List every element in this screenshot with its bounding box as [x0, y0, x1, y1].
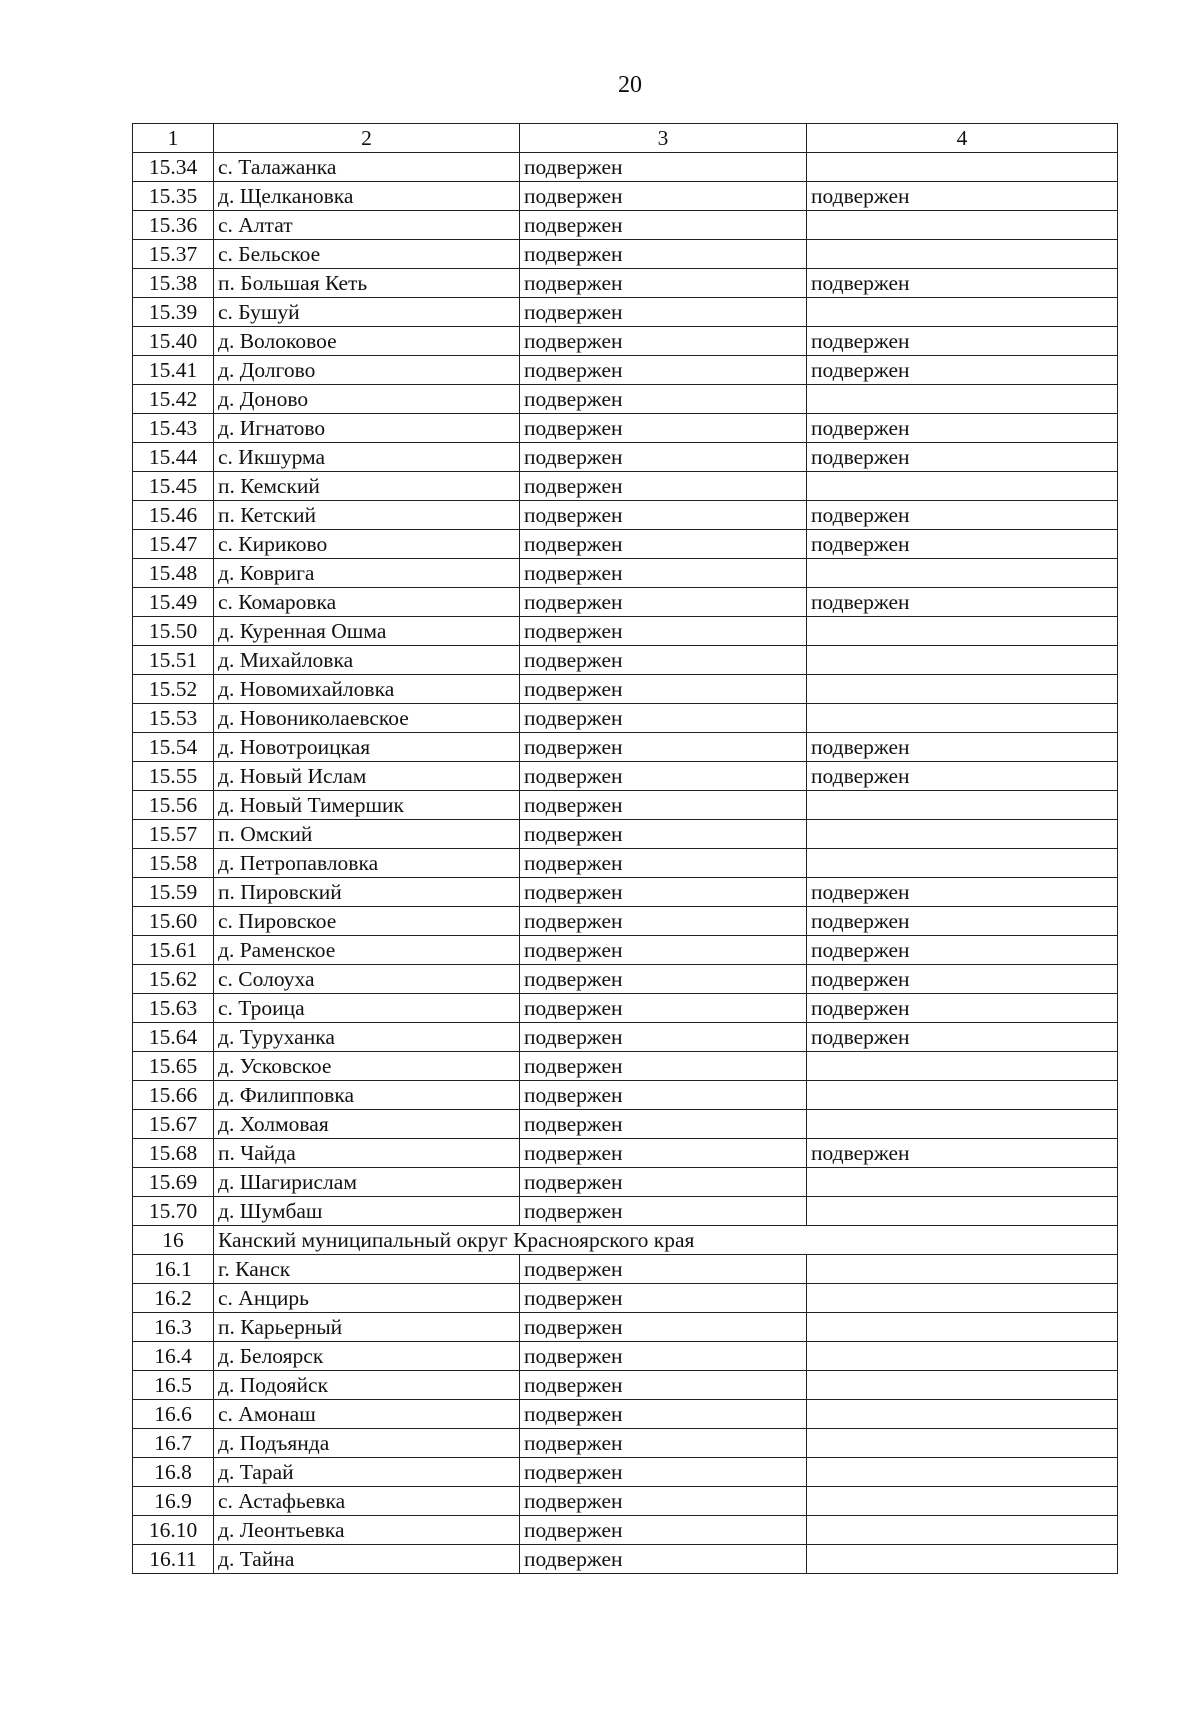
column-3-value: подвержен: [520, 704, 807, 733]
column-4-value: подвержен: [807, 762, 1118, 791]
table-row: [133, 588, 1118, 617]
row-number: 15.51: [133, 646, 214, 675]
table-row: [133, 936, 1118, 965]
settlement-name: с. Бушуй: [214, 298, 520, 327]
column-4-value: подвержен: [807, 907, 1118, 936]
settlement-name: с. Астафьевка: [214, 1487, 520, 1516]
row-number: 15.67: [133, 1110, 214, 1139]
page-number: 20: [618, 72, 642, 98]
column-3-value: подвержен: [520, 878, 807, 907]
column-4-value: подвержен: [807, 733, 1118, 762]
row-number: 15.37: [133, 240, 214, 269]
column-3-value: подвержен: [520, 1545, 807, 1574]
settlement-name: д. Туруханка: [214, 1023, 520, 1052]
column-3-value: подвержен: [520, 646, 807, 675]
column-3-value: подвержен: [520, 443, 807, 472]
settlement-name: п. Кемский: [214, 472, 520, 501]
settlement-name: с. Кириково: [214, 530, 520, 559]
column-4-value: [807, 1284, 1118, 1313]
table-row: [133, 1342, 1118, 1371]
column-4-value: [807, 1458, 1118, 1487]
table-row: [133, 385, 1118, 414]
column-4-value: подвержен: [807, 1023, 1118, 1052]
row-number: 16.5: [133, 1371, 214, 1400]
column-3-value: подвержен: [520, 269, 807, 298]
settlement-name: п. Пировский: [214, 878, 520, 907]
settlement-name: д. Новотроицкая: [214, 733, 520, 762]
table-row: [133, 153, 1118, 182]
row-number: 15.63: [133, 994, 214, 1023]
row-number: 15.43: [133, 414, 214, 443]
table-row: [133, 675, 1118, 704]
header-col-4: 4: [807, 124, 1118, 153]
column-3-value: подвержен: [520, 849, 807, 878]
table-row: [133, 1458, 1118, 1487]
settlement-name: д. Щелкановка: [214, 182, 520, 211]
settlement-name: г. Канск: [214, 1255, 520, 1284]
settlement-name: д. Леонтьевка: [214, 1516, 520, 1545]
column-4-value: [807, 1110, 1118, 1139]
column-4-value: подвержен: [807, 936, 1118, 965]
row-number: 15.58: [133, 849, 214, 878]
row-number: 16.11: [133, 1545, 214, 1574]
settlement-name: с. Амонаш: [214, 1400, 520, 1429]
settlement-name: д. Белоярск: [214, 1342, 520, 1371]
table-row: [133, 646, 1118, 675]
row-number: 16.4: [133, 1342, 214, 1371]
row-number: 15.46: [133, 501, 214, 530]
column-4-value: подвержен: [807, 443, 1118, 472]
table-row: [133, 762, 1118, 791]
settlement-name: п. Большая Кеть: [214, 269, 520, 298]
column-3-value: подвержен: [520, 414, 807, 443]
column-4-value: [807, 298, 1118, 327]
table-row: [133, 211, 1118, 240]
column-4-value: подвержен: [807, 878, 1118, 907]
header-col-1: 1: [133, 124, 214, 153]
column-4-value: подвержен: [807, 327, 1118, 356]
header-col-3: 3: [520, 124, 807, 153]
column-3-value: подвержен: [520, 733, 807, 762]
column-4-value: [807, 153, 1118, 182]
row-number: 16.6: [133, 1400, 214, 1429]
row-number: 15.47: [133, 530, 214, 559]
row-number: 16.9: [133, 1487, 214, 1516]
settlement-name: п. Чайда: [214, 1139, 520, 1168]
table-row: [133, 1313, 1118, 1342]
settlement-name: д. Шумбаш: [214, 1197, 520, 1226]
settlement-name: с. Алтат: [214, 211, 520, 240]
row-number: 15.38: [133, 269, 214, 298]
column-3-value: подвержен: [520, 994, 807, 1023]
column-4-value: подвержен: [807, 269, 1118, 298]
column-3-value: подвержен: [520, 472, 807, 501]
settlement-name: д. Доново: [214, 385, 520, 414]
column-4-value: [807, 1313, 1118, 1342]
column-3-value: подвержен: [520, 1168, 807, 1197]
column-4-value: [807, 1400, 1118, 1429]
row-number: 15.50: [133, 617, 214, 646]
table-row: [133, 1081, 1118, 1110]
settlement-name: д. Филипповка: [214, 1081, 520, 1110]
column-3-value: подвержен: [520, 1052, 807, 1081]
settlement-name: д. Игнатово: [214, 414, 520, 443]
row-number: 15.34: [133, 153, 214, 182]
row-number: 15.69: [133, 1168, 214, 1197]
settlement-name: д. Новый Тимершик: [214, 791, 520, 820]
row-number: 16.7: [133, 1429, 214, 1458]
settlement-name: д. Коврига: [214, 559, 520, 588]
column-4-value: [807, 646, 1118, 675]
column-3-value: подвержен: [520, 559, 807, 588]
settlement-name: д. Долгово: [214, 356, 520, 385]
table-row: [133, 1284, 1118, 1313]
column-4-value: подвержен: [807, 501, 1118, 530]
settlement-name: д. Новый Ислам: [214, 762, 520, 791]
table-row: [133, 240, 1118, 269]
settlement-name: с. Талажанка: [214, 153, 520, 182]
row-number: 15.57: [133, 820, 214, 849]
column-4-value: подвержен: [807, 588, 1118, 617]
column-3-value: подвержен: [520, 1487, 807, 1516]
section-row: [133, 1226, 1118, 1255]
row-number: 15.68: [133, 1139, 214, 1168]
settlement-name: с. Солоуха: [214, 965, 520, 994]
column-3-value: подвержен: [520, 182, 807, 211]
table-row: [133, 1139, 1118, 1168]
column-4-value: [807, 472, 1118, 501]
column-3-value: подвержен: [520, 820, 807, 849]
table-row: [133, 791, 1118, 820]
row-number: 15.35: [133, 182, 214, 211]
table-row: [133, 443, 1118, 472]
settlement-name: д. Подояйск: [214, 1371, 520, 1400]
table-row: [133, 820, 1118, 849]
table-row: [133, 182, 1118, 211]
row-number: 15.59: [133, 878, 214, 907]
table-row: [133, 1400, 1118, 1429]
settlements-table: [132, 123, 1118, 1574]
column-3-value: подвержен: [520, 530, 807, 559]
row-number: 15.61: [133, 936, 214, 965]
settlement-name: с. Комаровка: [214, 588, 520, 617]
settlement-name: д. Волоковое: [214, 327, 520, 356]
table-row: [133, 1429, 1118, 1458]
settlement-name: д. Тайна: [214, 1545, 520, 1574]
settlement-name: с. Бельское: [214, 240, 520, 269]
column-3-value: подвержен: [520, 617, 807, 646]
table-row: [133, 1487, 1118, 1516]
settlement-name: д. Михайловка: [214, 646, 520, 675]
settlement-name: с. Пировское: [214, 907, 520, 936]
row-number: 15.62: [133, 965, 214, 994]
settlement-name: д. Подъянда: [214, 1429, 520, 1458]
column-4-value: [807, 1516, 1118, 1545]
table-row: [133, 1110, 1118, 1139]
settlement-name: с. Анцирь: [214, 1284, 520, 1313]
table-row: [133, 559, 1118, 588]
table-row: [133, 1545, 1118, 1574]
row-number: 15.66: [133, 1081, 214, 1110]
table-row: [133, 704, 1118, 733]
column-3-value: подвержен: [520, 240, 807, 269]
table-row: [133, 733, 1118, 762]
column-3-value: подвержен: [520, 1081, 807, 1110]
column-4-value: [807, 385, 1118, 414]
row-number: 16.10: [133, 1516, 214, 1545]
table-row: [133, 907, 1118, 936]
table-row: [133, 1023, 1118, 1052]
row-number: 16.8: [133, 1458, 214, 1487]
row-number: 15.41: [133, 356, 214, 385]
table-row: [133, 1255, 1118, 1284]
column-3-value: подвержен: [520, 907, 807, 936]
column-3-value: подвержен: [520, 1429, 807, 1458]
column-3-value: подвержен: [520, 1313, 807, 1342]
column-4-value: [807, 1429, 1118, 1458]
column-4-value: [807, 559, 1118, 588]
table-row: [133, 327, 1118, 356]
table-row: [133, 414, 1118, 443]
table-body: [133, 153, 1118, 1574]
settlement-name: п. Омский: [214, 820, 520, 849]
column-4-value: [807, 617, 1118, 646]
column-3-value: подвержен: [520, 327, 807, 356]
row-number: 15.36: [133, 211, 214, 240]
row-number: 15.70: [133, 1197, 214, 1226]
table-row: [133, 617, 1118, 646]
column-4-value: [807, 1255, 1118, 1284]
column-4-value: [807, 1487, 1118, 1516]
column-3-value: подвержен: [520, 1284, 807, 1313]
column-3-value: подвержен: [520, 1110, 807, 1139]
column-3-value: подвержен: [520, 791, 807, 820]
column-3-value: подвержен: [520, 385, 807, 414]
column-3-value: подвержен: [520, 298, 807, 327]
column-4-value: [807, 1371, 1118, 1400]
column-3-value: подвержен: [520, 1023, 807, 1052]
settlement-name: д. Холмовая: [214, 1110, 520, 1139]
settlement-name: с. Троица: [214, 994, 520, 1023]
column-4-value: подвержен: [807, 965, 1118, 994]
row-number: 15.40: [133, 327, 214, 356]
header-col-2: 2: [214, 124, 520, 153]
column-3-value: подвержен: [520, 153, 807, 182]
column-4-value: [807, 704, 1118, 733]
settlement-name: п. Карьерный: [214, 1313, 520, 1342]
column-4-value: подвержен: [807, 414, 1118, 443]
settlement-name: д. Раменское: [214, 936, 520, 965]
table-row: [133, 356, 1118, 385]
table-row: [133, 269, 1118, 298]
row-number: 16.3: [133, 1313, 214, 1342]
column-3-value: подвержен: [520, 1400, 807, 1429]
table-row: [133, 849, 1118, 878]
table-header-row: [133, 124, 1118, 153]
row-number: 16: [133, 1226, 214, 1255]
column-3-value: подвержен: [520, 211, 807, 240]
column-4-value: [807, 211, 1118, 240]
table-row: [133, 501, 1118, 530]
settlement-name: с. Икшурма: [214, 443, 520, 472]
table-row: [133, 1516, 1118, 1545]
settlement-name: д. Шагирислам: [214, 1168, 520, 1197]
row-number: 15.56: [133, 791, 214, 820]
column-3-value: подвержен: [520, 588, 807, 617]
table-row: [133, 1371, 1118, 1400]
column-3-value: подвержен: [520, 1371, 807, 1400]
row-number: 15.53: [133, 704, 214, 733]
table-row: [133, 994, 1118, 1023]
row-number: 15.64: [133, 1023, 214, 1052]
column-4-value: [807, 849, 1118, 878]
column-4-value: [807, 675, 1118, 704]
row-number: 16.1: [133, 1255, 214, 1284]
row-number: 15.48: [133, 559, 214, 588]
column-4-value: [807, 1545, 1118, 1574]
column-4-value: [807, 1342, 1118, 1371]
row-number: 15.60: [133, 907, 214, 936]
row-number: 15.42: [133, 385, 214, 414]
column-3-value: подвержен: [520, 1458, 807, 1487]
row-number: 15.39: [133, 298, 214, 327]
column-4-value: [807, 1052, 1118, 1081]
column-4-value: [807, 1081, 1118, 1110]
column-3-value: подвержен: [520, 675, 807, 704]
table-row: [133, 878, 1118, 907]
row-number: 16.2: [133, 1284, 214, 1313]
row-number: 15.65: [133, 1052, 214, 1081]
settlement-name: д. Петропавловка: [214, 849, 520, 878]
column-3-value: подвержен: [520, 762, 807, 791]
row-number: 15.44: [133, 443, 214, 472]
settlement-name: п. Кетский: [214, 501, 520, 530]
column-3-value: подвержен: [520, 1139, 807, 1168]
column-3-value: подвержен: [520, 1197, 807, 1226]
column-3-value: подвержен: [520, 1516, 807, 1545]
row-number: 15.55: [133, 762, 214, 791]
table-row: [133, 965, 1118, 994]
section-title: Канский муниципальный округ Красноярского края: [214, 1226, 1118, 1255]
table-row: [133, 1197, 1118, 1226]
column-4-value: подвержен: [807, 356, 1118, 385]
settlement-name: д. Усковское: [214, 1052, 520, 1081]
settlement-name: д. Тарай: [214, 1458, 520, 1487]
table-row: [133, 472, 1118, 501]
row-number: 15.45: [133, 472, 214, 501]
table-row: [133, 1052, 1118, 1081]
column-3-value: подвержен: [520, 1255, 807, 1284]
settlement-name: д. Куренная Ошма: [214, 617, 520, 646]
column-4-value: [807, 1197, 1118, 1226]
column-4-value: подвержен: [807, 994, 1118, 1023]
column-3-value: подвержен: [520, 936, 807, 965]
row-number: 15.54: [133, 733, 214, 762]
column-4-value: [807, 791, 1118, 820]
table-row: [133, 1168, 1118, 1197]
row-number: 15.52: [133, 675, 214, 704]
column-3-value: подвержен: [520, 356, 807, 385]
column-3-value: подвержен: [520, 501, 807, 530]
table-row: [133, 530, 1118, 559]
column-4-value: подвержен: [807, 1139, 1118, 1168]
column-3-value: подвержен: [520, 1342, 807, 1371]
settlement-name: д. Новомихайловка: [214, 675, 520, 704]
table-row: [133, 298, 1118, 327]
column-4-value: [807, 1168, 1118, 1197]
column-4-value: [807, 820, 1118, 849]
column-4-value: подвержен: [807, 530, 1118, 559]
row-number: 15.49: [133, 588, 214, 617]
settlement-name: д. Новониколаевское: [214, 704, 520, 733]
column-3-value: подвержен: [520, 965, 807, 994]
column-4-value: [807, 240, 1118, 269]
column-4-value: подвержен: [807, 182, 1118, 211]
